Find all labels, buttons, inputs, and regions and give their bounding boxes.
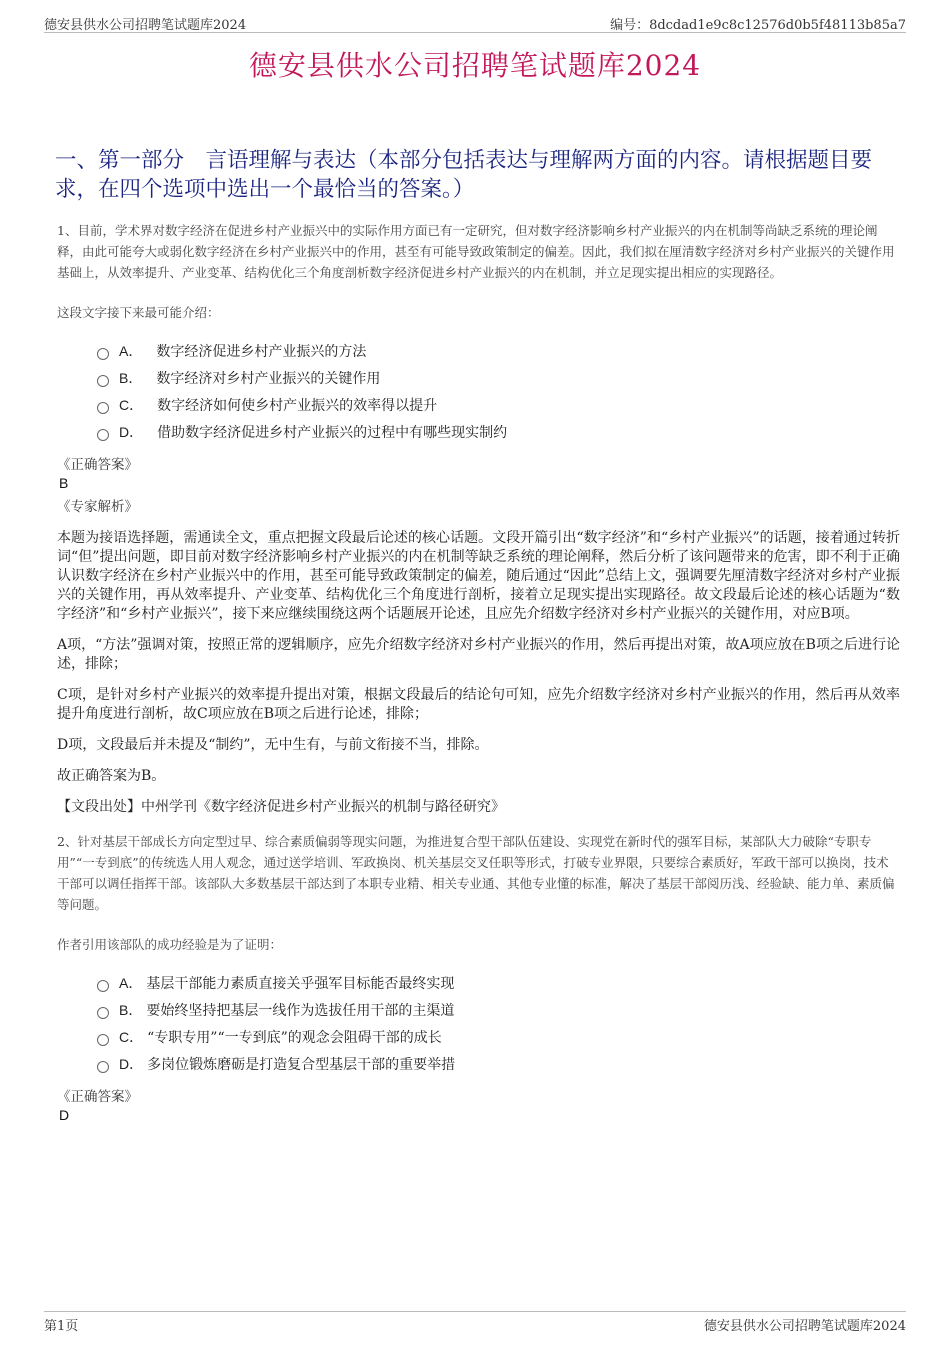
radio-button-icon[interactable] bbox=[97, 402, 109, 414]
option-text: 数字经济促进乡村产业振兴的方法 bbox=[156, 343, 367, 360]
section-heading: 一、第一部分 言语理解与表达（本部分包括表达与理解两方面的内容。请根据题目要求，在四个选项中选出一个最恰当的答案。） bbox=[55, 148, 873, 202]
analysis-paragraph: D项，文段最后并未提及“制约”，无中生有，与前文衔接不当，排除。 bbox=[57, 737, 489, 753]
option-c[interactable] bbox=[97, 391, 900, 418]
footer-doc-name: 德安县供水公司招聘笔试题库2024 bbox=[703, 1319, 906, 1334]
option-a[interactable] bbox=[97, 969, 900, 996]
source-citation: 【文段出处】中州学刊《数字经济促进乡村产业振兴的机制与路径研究》 bbox=[57, 799, 505, 815]
option-a[interactable] bbox=[97, 337, 900, 364]
option-letter: C． bbox=[119, 1028, 144, 1045]
page-number: 第1页 bbox=[44, 1319, 79, 1334]
option-text: 基层干部能力素质直接关乎强军目标能否最终实现 bbox=[146, 975, 455, 992]
option-text: 借助数字经济促进乡村产业振兴的过程中有哪些现实制约 bbox=[157, 424, 508, 441]
radio-button-icon[interactable] bbox=[97, 1007, 109, 1019]
question-1-stem: 1、目前，学术界对数字经济在促进乡村产业振兴中的实际作用方面已有一定研究，但对数字经济影响乡村产业振兴的内在机制等尚缺乏系统的理论阐释，由此可能夸大或弱化数字经济在乡村产业振兴中的作用，甚至有可能导致政策制定的偏差。因此，我们拟在厘清数字经济对乡村产业振兴的关键作用基础上，从效率提升、产业变革、结构优化三个角度剖析数字经济促进乡村产业振兴的内在机制，并立足现实提出相应的实现路径。 bbox=[57, 223, 895, 280]
question-1-prompt: 这段文字接下来最可能介绍： bbox=[57, 305, 220, 320]
option-text: 要始终坚持把基层一线作为选拔任用干部的主渠道 bbox=[146, 1002, 455, 1019]
page-footer bbox=[44, 1311, 906, 1339]
analysis-label: 《专家解析》 bbox=[57, 499, 138, 515]
question-2-options bbox=[97, 969, 900, 1077]
radio-button-icon[interactable] bbox=[97, 348, 109, 360]
radio-button-icon[interactable] bbox=[97, 375, 109, 387]
option-letter: D． bbox=[119, 423, 144, 440]
analysis-paragraph: C项，是针对乡村产业振兴的效率提升提出对策，根据文段最后的结论句可知，应先介绍数字经济对乡村产业振兴的作用，然后再从效率提升角度进行剖析，故C项应放在B项之后进行论述，排除； bbox=[57, 687, 900, 722]
correct-answer: D bbox=[59, 1107, 70, 1123]
option-letter: B． bbox=[119, 369, 143, 386]
correct-answer: B bbox=[59, 475, 69, 491]
radio-button-icon[interactable] bbox=[97, 980, 109, 992]
option-d[interactable] bbox=[97, 418, 900, 445]
radio-button-icon[interactable] bbox=[97, 429, 109, 441]
analysis-paragraph: 故正确答案为B。 bbox=[57, 768, 166, 784]
option-c[interactable] bbox=[97, 1023, 900, 1050]
option-text: 多岗位锻炼磨砺是打造复合型基层干部的重要举措 bbox=[147, 1056, 456, 1073]
option-letter: C． bbox=[119, 396, 144, 413]
option-letter: B． bbox=[119, 1001, 143, 1018]
radio-button-icon[interactable] bbox=[97, 1034, 109, 1046]
option-letter: A． bbox=[119, 342, 143, 359]
option-b[interactable] bbox=[97, 996, 900, 1023]
option-text: 数字经济如何使乡村产业振兴的效率得以提升 bbox=[157, 397, 438, 414]
answer-label: 《正确答案》 bbox=[57, 1089, 138, 1105]
option-d[interactable] bbox=[97, 1050, 900, 1077]
header-doc-name: 德安县供水公司招聘笔试题库2024 bbox=[44, 18, 247, 33]
option-text: “专职专用”“一专到底”的观念会阻碍干部的成长 bbox=[147, 1029, 442, 1046]
question-2-stem: 2、针对基层干部成长方向定型过早、综合素质偏弱等现实问题，为推进复合型干部队伍建设、实现党在新时代的强军目标，某部队大力破除“专职专用”“一专到底”的传统选人用人观念，通过送学培训、军政换岗、机关基层交叉任职等形式，打破专业界限，只要综合素质好，军政干部可以换岗，技术干部可以调任指挥干部。该部队大多数基层干部达到了本职专业精、相关专业通、其他专业懂的标准，解决了基层干部阅历浅、经验缺、能力单、素质偏等问题。 bbox=[57, 834, 895, 912]
analysis-paragraph: A项，“方法”强调对策，按照正常的逻辑顺序，应先介绍数字经济对乡村产业振兴的作用，然后再提出对策，故A项应放在B项之后进行论述，排除； bbox=[57, 637, 900, 672]
option-letter: D． bbox=[119, 1055, 144, 1072]
question-1-options bbox=[97, 337, 900, 445]
header-doc-id: 编号：8dcdad1e9c8c12576d0b5f48113b85a7 bbox=[610, 18, 906, 33]
answer-label: 《正确答案》 bbox=[57, 457, 138, 473]
question-2-prompt: 作者引用该部队的成功经验是为了证明： bbox=[57, 937, 283, 952]
document-title: 德安县供水公司招聘笔试题库2024 bbox=[248, 49, 702, 82]
analysis-paragraph: 本题为接语选择题，需通读全文，重点把握文段最后论述的核心话题。文段开篇引出“数字经济”和“乡村产业振兴”的话题，接着通过转折词“但”提出问题，即目前对数字经济影响乡村产业振兴的内在机制等缺乏系统的理论阐释，然后分析了该问题带来的危害，即不利于正确认识数字经济在乡村产业振兴中的作用，甚至可能导致政策制定的偏差，随后通过“因此”总结上文，强调要先厘清数字经济对乡村产业振兴的关键作用，再从效率提升、产业变革、结构优化三个角度进行剖析，接着立足现实提出实现路径。故文段最后论述的核心话题为“数字经济”和“乡村产业振兴”，接下来应继续围绕这两个话题展开论述，且应先介绍数字经济对乡村产业振兴的关键作用，对应B项。 bbox=[57, 530, 900, 622]
option-b[interactable] bbox=[97, 364, 900, 391]
page-header bbox=[44, 14, 906, 33]
option-letter: A． bbox=[119, 974, 143, 991]
question-list bbox=[57, 220, 900, 1127]
option-text: 数字经济对乡村产业振兴的关键作用 bbox=[156, 370, 381, 387]
radio-button-icon[interactable] bbox=[97, 1061, 109, 1073]
